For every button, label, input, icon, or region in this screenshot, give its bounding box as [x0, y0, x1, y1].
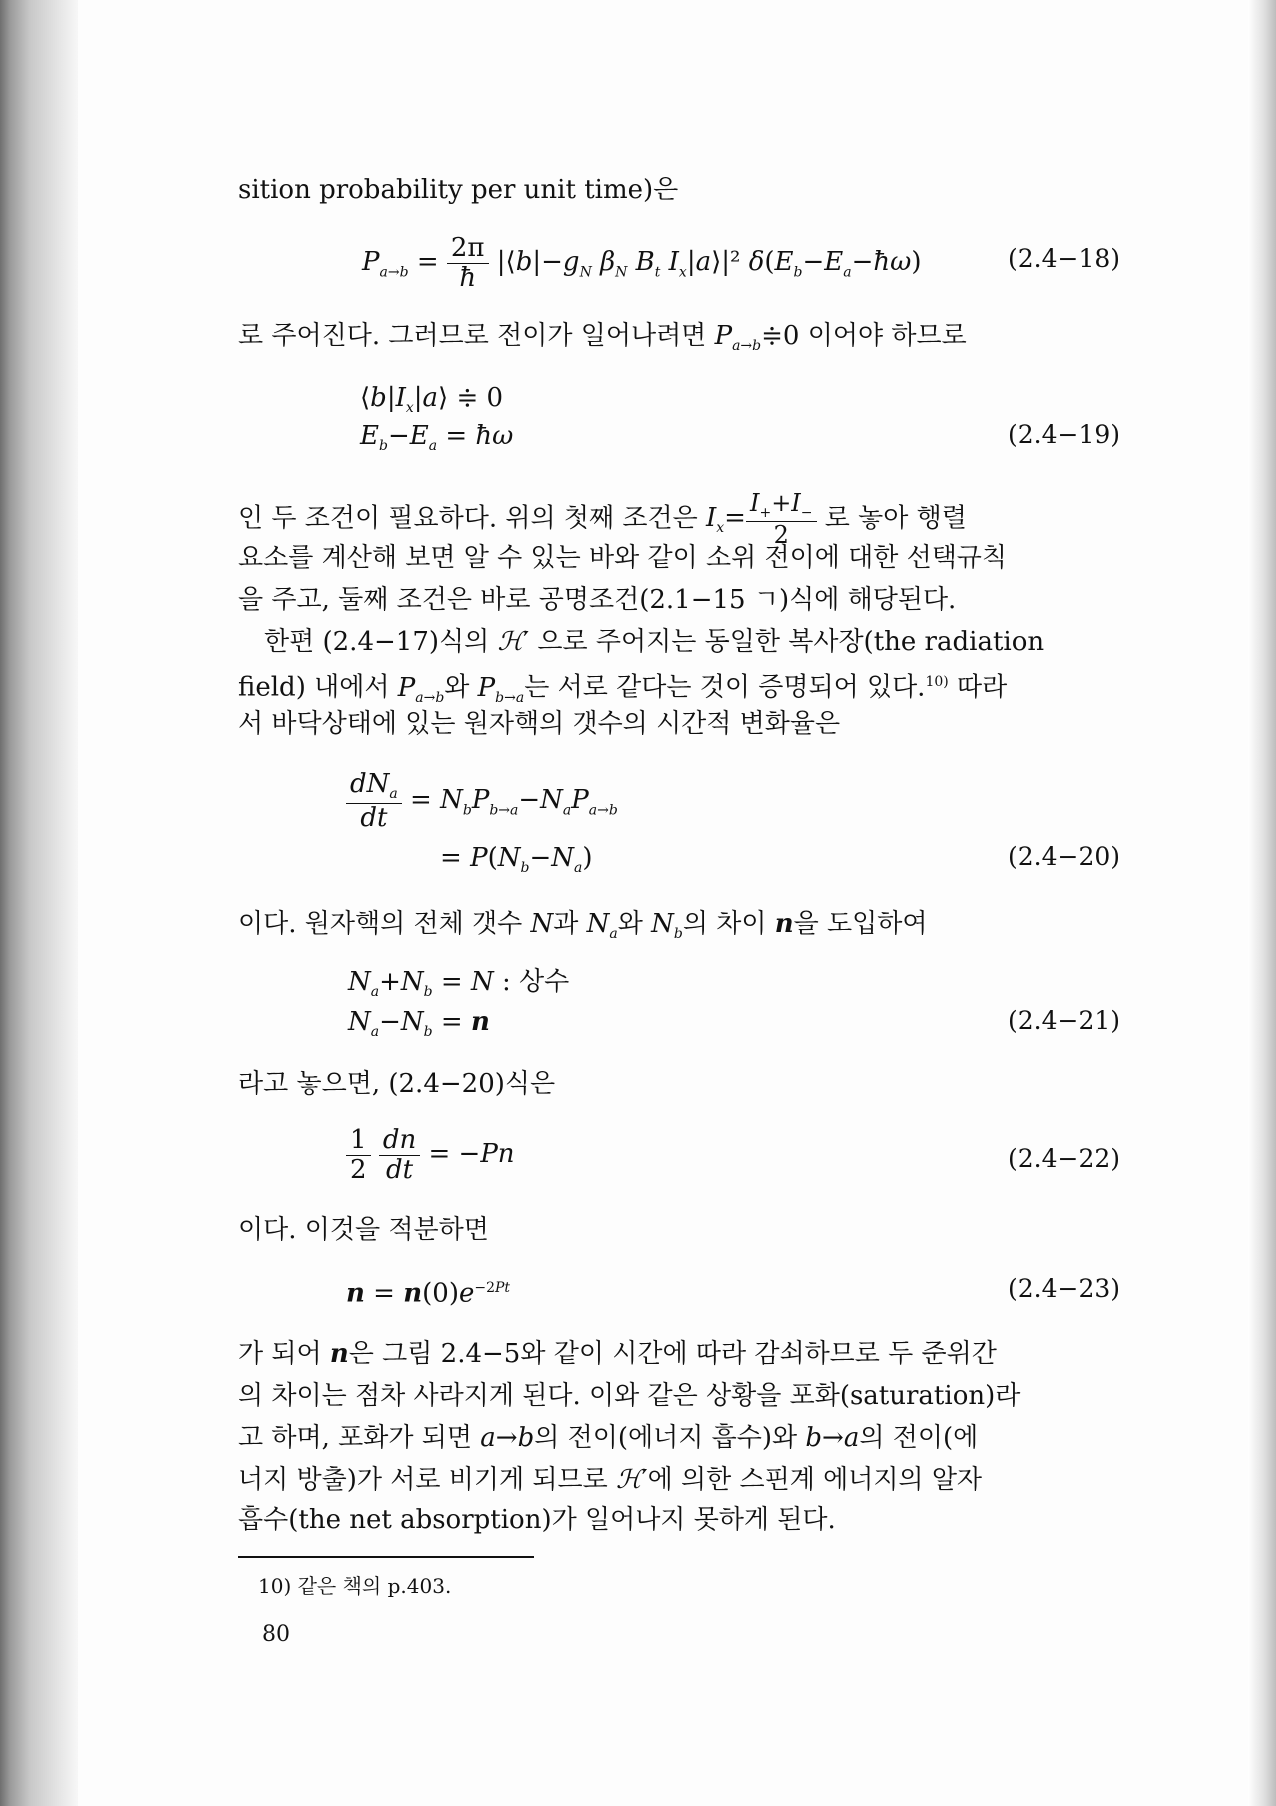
- text-segment: 이어야 하므로: [807, 321, 967, 351]
- math-inline: a→b: [480, 1423, 535, 1453]
- equation-number: (2.4−23): [1008, 1274, 1121, 1303]
- text-segment: 와: [444, 672, 470, 703]
- text-segment: 로 놓아 행렬: [824, 503, 967, 534]
- text-line: [238, 320, 967, 362]
- text-segment: 이다. 원자핵의 전체 갯수: [238, 909, 523, 939]
- text-segment: 고 하며, 포화가 되면: [238, 1423, 472, 1453]
- equation-condition-1: $⟨b|I_x|a⟩$ ≑ 0: [360, 383, 504, 417]
- book-spine-shadow: [0, 0, 78, 1806]
- math-inline: b→a: [805, 1423, 860, 1453]
- math-inline: $N_b$: [651, 909, 683, 943]
- text-line: 서 바닥상태에 있는 원자핵의 갯수의 시간적 변화율은: [238, 709, 841, 739]
- text-segment: 으로 주어지는 동일한 복사장(the radiation: [537, 627, 1045, 657]
- text-line: 을 주고, 둘째 조건은 바로 공명조건(2.1−15 ㄱ)식에 해당된다.: [238, 585, 957, 615]
- text-line: [238, 1338, 997, 1370]
- equation-number: (2.4−20): [1008, 842, 1121, 871]
- text-segment: 의 전이(에: [859, 1423, 979, 1453]
- math-inline: ℋ′: [497, 627, 530, 657]
- text-segment: 을 도입하여: [793, 909, 928, 939]
- text-line: [238, 1422, 978, 1454]
- equation-number: (2.4−19): [1008, 420, 1121, 449]
- footnote-marker: 10): [925, 674, 949, 690]
- text-line: [238, 666, 1007, 714]
- math-inline: ℋ′: [615, 1465, 648, 1495]
- text-line: [238, 490, 967, 549]
- text-line: sition probability per unit time)은: [238, 175, 679, 205]
- text-segment: : 상수: [501, 967, 570, 997]
- footnote: 10) 같은 책의 p.403.: [258, 1574, 452, 1598]
- math-inline: $P_{a\to b}≑0$: [714, 321, 800, 355]
- page-number: 80: [262, 1622, 290, 1647]
- equation-solution: $n = n(0)e^{-2Pt}$: [346, 1278, 511, 1309]
- equation-rate: $\frac{dN_a}{dt}$ = $N_bP_{b\to a}-N_aP_{a\to b}$: [346, 770, 618, 832]
- text-segment: 의 차이: [682, 909, 767, 939]
- equation-2-4-18: $P_{a\to b}$ = $\frac{2\pi}{ħ}$ $|⟨b|-g_N$ $\beta_N$ $B_t$ $I_x|a⟩|^2$ $\delta(E_b-E_a-ħ\omega)$: [362, 233, 922, 293]
- footnote-divider: [238, 1556, 534, 1558]
- text-segment: 과: [553, 909, 579, 939]
- text-segment: 한편 (2.4−17)식의: [264, 627, 490, 657]
- text-segment: 와: [617, 909, 643, 939]
- equation-number: (2.4−18): [1008, 244, 1121, 273]
- equation-condition-2: $E_b-E_a$ = ħω: [360, 421, 514, 455]
- text-segment: field) 내에서: [238, 672, 390, 703]
- equation-total: $N_a+N_b = N$ : 상수: [348, 967, 570, 1001]
- math-inline: N: [530, 909, 554, 939]
- math-inline: n: [774, 909, 794, 939]
- math-inline: $I_x=$ $\frac{I_++I_-}{2}$: [706, 503, 817, 533]
- equation-number: (2.4−22): [1008, 1144, 1121, 1173]
- equation-difference: $N_a-N_b = n$: [348, 1007, 490, 1041]
- text-segment: 에 의한 스핀계 에너지의 알자: [647, 1465, 983, 1495]
- text-line: 의 차이는 점차 사라지게 된다. 이와 같은 상황을 포화(saturation)라: [238, 1381, 1021, 1411]
- math-inline: n: [329, 1339, 349, 1369]
- equation-number: (2.4−21): [1008, 1006, 1121, 1035]
- text-line: 이다. 이것을 적분하면: [238, 1215, 489, 1245]
- text-segment: 로 주어진다. 그러므로 전이가 일어나려면: [238, 321, 707, 351]
- text-line: [238, 908, 928, 950]
- text-line: 라고 놓으면, (2.4−20)식은: [238, 1069, 556, 1099]
- text-segment: 는 서로 같다는 것이 증명되어 있다.: [524, 672, 926, 703]
- text-segment: 의 전이(에너지 흡수)와: [534, 1423, 798, 1453]
- text-line: [264, 626, 1044, 658]
- text-segment: 인 두 조건이 필요하다. 위의 첫째 조건은: [238, 503, 698, 534]
- equation-dn-dt: $\frac{1}{2}$ $\frac{dn}{dt}$ = −Pn: [346, 1126, 515, 1184]
- text-segment: 은 그림 2.4−5와 같이 시간에 따라 감쇠하므로 두 준위간: [348, 1339, 997, 1369]
- text-line: [238, 1464, 982, 1496]
- text-segment: 가 되어: [238, 1339, 322, 1369]
- text-segment: 너지 방출)가 서로 비기게 되므로: [238, 1465, 608, 1495]
- math-inline: $N_a$: [586, 909, 618, 943]
- text-line: 흡수(the net absorption)가 일어나지 못하게 된다.: [238, 1505, 836, 1535]
- text-line: 요소를 계산해 보면 알 수 있는 바와 같이 소위 전이에 대한 선택규칙: [238, 543, 1008, 573]
- text-segment: 따라: [957, 672, 1008, 703]
- equation-rate-simplified: = $P(N_b-N_a)$: [440, 843, 593, 877]
- math-inline: $P_{b\to a}$: [477, 672, 525, 706]
- math-inline: $P_{a\to b}$: [397, 672, 445, 706]
- page-edge-shadow: [1248, 0, 1276, 1806]
